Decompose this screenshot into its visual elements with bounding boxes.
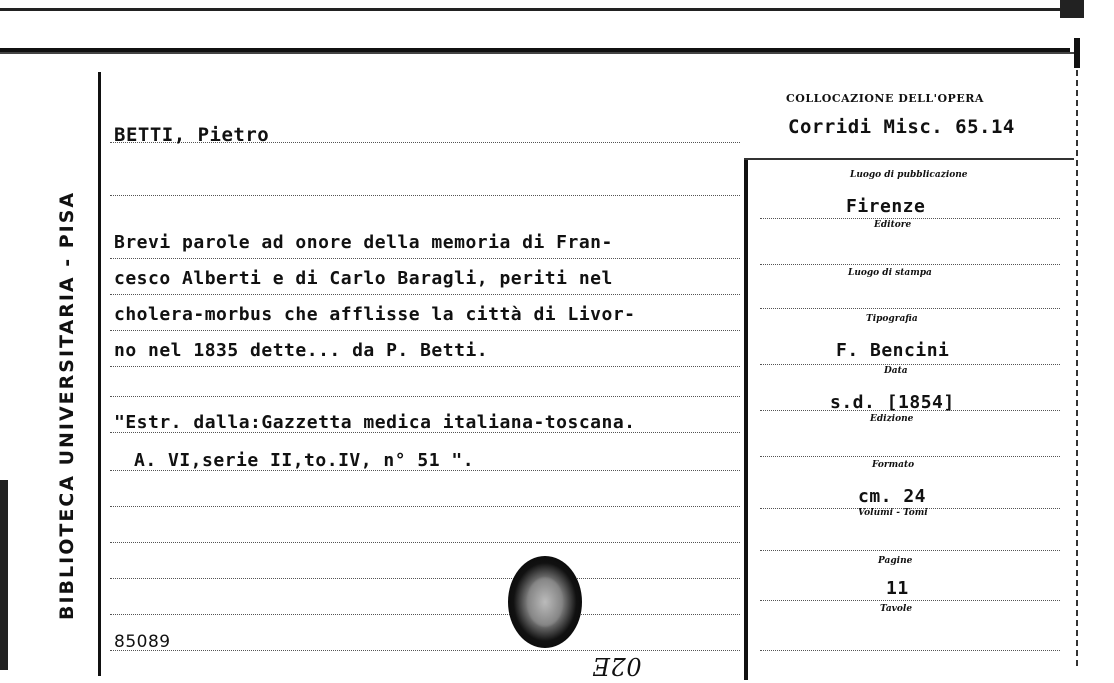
panel-ruling-line (760, 550, 1060, 551)
value-pagine: 11 (886, 578, 909, 599)
panel-ruling-line (760, 364, 1060, 365)
panel-ruling-line (760, 600, 1060, 601)
label-luogo-pubblicazione: Luogo di pubblicazione (850, 170, 968, 180)
ruling-line (110, 578, 740, 579)
library-stamp: BIBLIOTECA UNIVERSITARIA - PISA (56, 190, 78, 620)
ruling-line (110, 294, 740, 295)
ruling-line (110, 396, 740, 397)
title-line: cesco Alberti e di Carlo Baragli, periti nel (114, 268, 613, 289)
note-line: "Estr. dalla:Gazzetta medica italiana-toscana. (114, 412, 636, 433)
panel-top-rule (744, 158, 1074, 160)
punch-hole (508, 556, 582, 648)
margin-rule (98, 72, 101, 676)
label-luogo-stampa: Luogo di stampa (848, 268, 932, 278)
label-pagine: Pagine (878, 556, 913, 566)
card-left-edge (0, 480, 8, 670)
inventory-number: 85089 (114, 632, 171, 652)
scan-border-top (0, 8, 1060, 11)
label-tipografia: Tipografia (866, 314, 918, 324)
label-editore: Editore (874, 220, 912, 230)
ruling-line (110, 542, 740, 543)
title-line: cholera-morbus che afflisse la città di Livor- (114, 304, 636, 325)
panel-divider (744, 160, 748, 680)
panel-ruling-line (760, 264, 1060, 265)
panel-ruling-line (760, 218, 1060, 219)
value-data: s.d. [1854] (830, 392, 955, 413)
scan-corner-mark (1060, 0, 1084, 18)
label-formato: Formato (872, 460, 915, 470)
label-edizione: Edizione (870, 414, 914, 424)
label-data: Data (884, 366, 908, 376)
title-line: Brevi parole ad onore della memoria di Fran- (114, 232, 613, 253)
collocazione-value: Corridi Misc. 65.14 (788, 116, 1015, 138)
value-luogo-pubblicazione: Firenze (846, 196, 926, 217)
handwritten-mark: 02E (592, 652, 642, 680)
panel-ruling-line (760, 650, 1060, 651)
card-top-border-inner (0, 52, 1080, 54)
collocazione-label: COLLOCAZIONE DELL'OPERA (786, 92, 984, 105)
ruling-line (110, 258, 740, 259)
ruling-line (110, 366, 740, 367)
ruling-line (110, 330, 740, 331)
ruling-line (110, 506, 740, 507)
value-formato: cm. 24 (858, 486, 927, 507)
label-volumi-tomi: Volumi - Tomi (858, 508, 928, 518)
ruling-line (110, 195, 740, 196)
ruling-line (110, 650, 740, 651)
title-line: no nel 1835 dette... da P. Betti. (114, 340, 489, 361)
panel-ruling-line (760, 456, 1060, 457)
ruling-line (110, 614, 740, 615)
author-heading: BETTI, Pietro (114, 124, 270, 146)
panel-ruling-line (760, 308, 1060, 309)
value-tipografia: F. Bencini (836, 340, 950, 361)
note-line: A. VI,serie II,to.IV, n° 51 ". (134, 450, 475, 471)
card-right-tick (1074, 38, 1080, 68)
label-tavole: Tavole (880, 604, 913, 614)
card-right-edge (1076, 70, 1078, 670)
